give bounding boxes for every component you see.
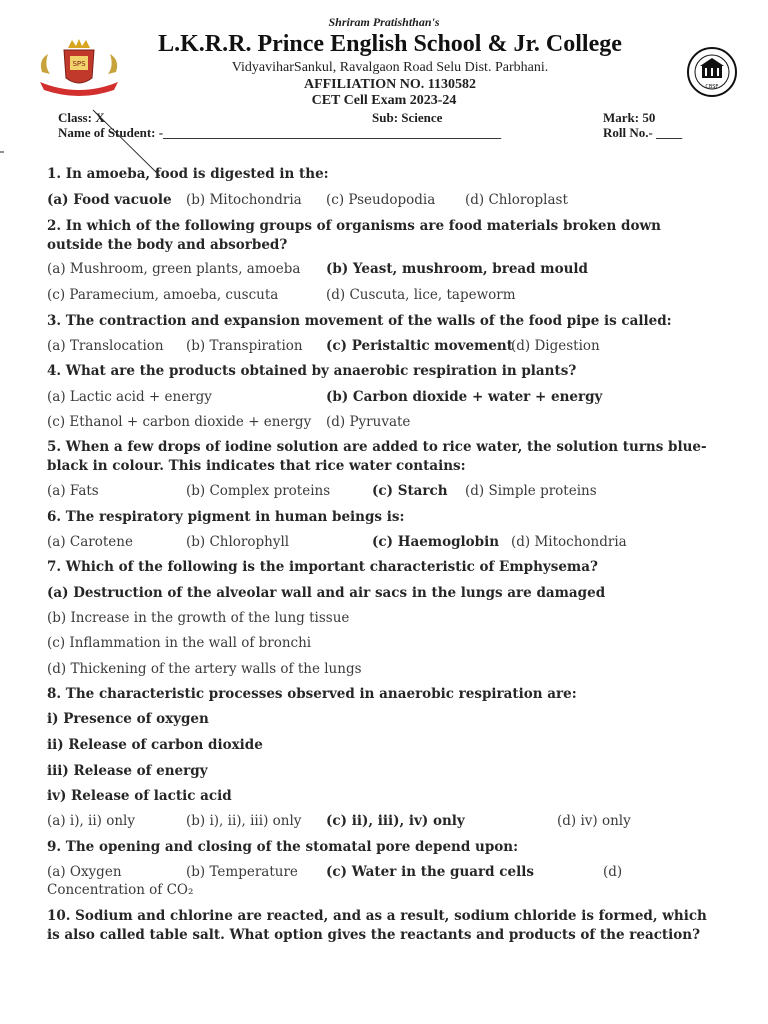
- question-1: 1. In amoeba, food is digested in the:: [47, 166, 329, 182]
- question-6: 6. The respiratory pigment in human beings is:: [47, 509, 405, 525]
- q8-statement-4: iv) Release of lactic acid: [47, 788, 232, 804]
- q8-option-d: (d) iv) only: [557, 813, 631, 829]
- question-5: 5. When a few drops of iodine solution are added to rice water, the solution turns blue-black in colour. This indicates that rice water contains:: [47, 439, 707, 474]
- q6-option-b: (b) Chlorophyll: [186, 534, 290, 550]
- trust-name: Shriram Pratishthan's: [328, 15, 440, 29]
- q7-option-a: (a) Destruction of the alveolar wall and air sacs in the lungs are damaged: [47, 585, 606, 601]
- q2-option-d: (d) Cuscuta, lice, tapeworm: [326, 287, 516, 303]
- q9-option-d: (d): [603, 864, 623, 880]
- question-4: 4. What are the products obtained by anaerobic respiration in plants?: [47, 363, 577, 379]
- question-2: 2. In which of the following groups of organisms are food materials broken down outside the body and absorbed?: [47, 218, 661, 253]
- question-9: 9. The opening and closing of the stomatal pore depend upon:: [47, 839, 519, 855]
- question-7: 7. Which of the following is the important characteristic of Emphysema?: [47, 559, 598, 575]
- q2-option-c: (c) Paramecium, amoeba, cuscuta: [47, 287, 279, 303]
- q7-option-d: (d) Thickening of the artery walls of the lungs: [47, 661, 362, 677]
- q3-option-d: (d) Digestion: [511, 338, 600, 354]
- exam-title: CET Cell Exam 2023-24: [311, 93, 457, 108]
- q8-option-c: (c) ii), iii), iv) only: [326, 813, 465, 829]
- q9-option-b: (b) Temperature: [186, 864, 298, 880]
- q4-option-d: (d) Pyruvate: [326, 414, 411, 430]
- q9-option-c: (c) Water in the guard cells: [326, 864, 534, 880]
- q3-option-a: (a) Translocation: [47, 338, 164, 354]
- question-8: 8. The characteristic processes observed in anaerobic respiration are:: [47, 686, 577, 702]
- q8-statement-3: iii) Release of energy: [47, 763, 208, 779]
- question-3: 3. The contraction and expansion movement of the walls of the food pipe is called:: [47, 313, 672, 329]
- q7-option-c: (c) Inflammation in the wall of bronchi: [47, 635, 312, 651]
- roll-number-field: Roll No.- ____: [603, 125, 683, 140]
- school-address: VidyaviharSankul, Ravalgaon Road Selu Dist. Parbhani.: [231, 60, 549, 75]
- subject-label: Sub: Science: [372, 110, 443, 125]
- q8-statement-1: i) Presence of oxygen: [47, 711, 209, 727]
- school-name: L.K.R.R. Prince English School & Jr. College: [158, 31, 622, 57]
- mark-label: Mark: 50: [603, 110, 656, 125]
- q1-option-c: (c) Pseudopodia: [326, 192, 436, 208]
- svg-text:CBSE: CBSE: [705, 84, 719, 90]
- affiliation-number: AFFILIATION NO. 1130582: [303, 77, 477, 92]
- question-10: 10. Sodium and chlorine are reacted, and as a result, sodium chloride is formed, which is also called table salt. What option gives the reactants and products of the reaction?: [47, 908, 707, 943]
- q4-option-b: (b) Carbon dioxide + water + energy: [326, 389, 603, 405]
- q8-option-b: (b) i), ii), iii) only: [186, 813, 302, 829]
- q6-option-c: (c) Haemoglobin: [372, 534, 500, 550]
- q7-option-b: (b) Increase in the growth of the lung tissue: [47, 610, 350, 626]
- q4-option-c: (c) Ethanol + carbon dioxide + energy: [47, 414, 312, 430]
- q2-option-a: (a) Mushroom, green plants, amoeba: [47, 261, 301, 277]
- student-name-field: Name of Student: -____________________________________________________: [58, 125, 502, 140]
- q9-option-d-continued: Concentration of CO₂: [47, 882, 194, 898]
- q5-option-a: (a) Fats: [47, 483, 99, 499]
- q4-option-a: (a) Lactic acid + energy: [47, 389, 212, 405]
- q5-option-b: (b) Complex proteins: [186, 483, 331, 499]
- q6-option-d: (d) Mitochondria: [511, 534, 627, 550]
- q2-option-b: (b) Yeast, mushroom, bread mould: [326, 261, 588, 277]
- q3-option-c: (c) Peristaltic movement: [326, 338, 513, 354]
- q6-option-a: (a) Carotene: [47, 534, 133, 550]
- q1-option-d: (d) Chloroplast: [465, 192, 568, 208]
- q9-option-a: (a) Oxygen: [47, 864, 122, 880]
- svg-text:SPS: SPS: [72, 60, 86, 68]
- q5-option-c: (c) Starch: [372, 483, 448, 499]
- q1-option-a: (a) Food vacuole: [47, 192, 172, 208]
- q5-option-d: (d) Simple proteins: [465, 483, 597, 499]
- q8-statement-2: ii) Release of carbon dioxide: [47, 737, 263, 753]
- class-label: Class: X: [58, 110, 105, 125]
- q3-option-b: (b) Transpiration: [186, 338, 303, 354]
- q1-option-b: (b) Mitochondria: [186, 192, 302, 208]
- q8-option-a: (a) i), ii) only: [47, 813, 136, 829]
